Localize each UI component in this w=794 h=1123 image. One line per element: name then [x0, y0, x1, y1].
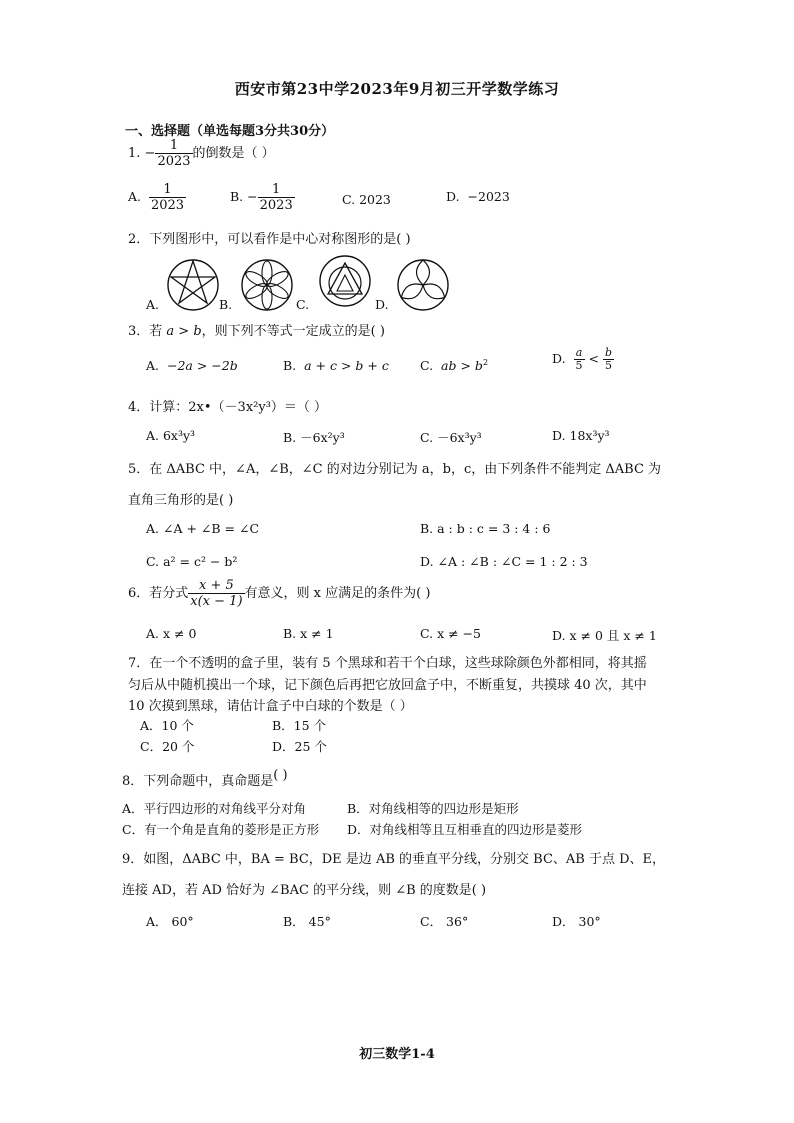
- q6-option-b: B. x ≠ 1: [283, 626, 334, 641]
- q2-option-a: A.: [146, 297, 160, 312]
- q1-minus: −: [144, 146, 156, 161]
- q5-option-d: D. ∠A : ∠B : ∠C = 1 : 2 : 3: [420, 554, 588, 569]
- page-title: 西安市第23中学2023年9月初三开学数学练习: [234, 80, 560, 98]
- q3-option-a: [146, 358, 238, 373]
- q1-option-b: [230, 182, 295, 213]
- q1-fraction: [155, 138, 192, 169]
- question-5-line-1: 5．在 ΔABC 中，∠A，∠B，∠C 的对边分别记为 a，b，c，由下列条件不能判定 ΔABC 为: [128, 462, 662, 477]
- q1-option-a: [128, 182, 186, 213]
- question-7-line-3: 10 次摸到黑球，请估计盒子中白球的个数是（ ）: [128, 699, 413, 714]
- question-9-line-1: 9．如图，ΔABC 中，BA = BC，DE 是边 AB 的垂直平分线，分别交 BC、AB 于点 D、E，: [122, 852, 666, 867]
- q1-a-fraction: [149, 182, 186, 213]
- section-heading: 一、选择题（单选每题3分共30分）: [125, 124, 335, 139]
- q4-option-b: B. －6x²y³: [283, 430, 345, 445]
- q4-option-c: C. －6x³y³: [420, 430, 482, 445]
- q6-fraction: [188, 578, 244, 609]
- q3-d-den2: 5: [604, 359, 612, 372]
- q1-number: 1.: [128, 146, 141, 161]
- q5-option-b: B. a : b : c = 3 : 4 : 6: [420, 521, 551, 536]
- question-4: 4．计算：2x•（－3x²y³）＝（ ）: [128, 400, 328, 415]
- q3-d-fraction-b: [603, 347, 614, 372]
- q1-a-num: 1: [149, 182, 186, 198]
- q9-option-c: C． 36°: [420, 914, 469, 929]
- q3-d-den1: 5: [575, 359, 583, 372]
- q3-prefix: 3．若: [128, 324, 167, 339]
- q3-b-label: B.: [283, 358, 297, 373]
- question-9-line-2: 连接 AD，若 AD 恰好为 ∠BAC 的平分线，则 ∠B 的度数是( ): [122, 883, 487, 898]
- q8-option-a: A．平行四边形的对角线平分对角: [122, 801, 307, 816]
- q1-a-label: A.: [128, 189, 142, 204]
- q1-b-label: B.: [230, 189, 244, 204]
- q3-d-num1: a: [574, 347, 585, 360]
- q3-c-value: ab > b: [441, 358, 483, 374]
- question-7-line-2: 匀后从中随机摸出一个球，记下颜色后再把它放回盒子中，不断重复，共摸球 40 次，其中: [128, 678, 647, 693]
- q7-option-c: C．20 个: [140, 739, 195, 754]
- q6-option-c: C. x ≠ −5: [420, 626, 481, 641]
- q1-b-num: 1: [258, 182, 295, 198]
- q3-option-c: [420, 358, 488, 373]
- q9-option-a: A． 60°: [146, 914, 194, 929]
- q3-a-value: −2a > −2b: [166, 358, 238, 373]
- q3-a-label: A.: [146, 358, 160, 373]
- q9-option-b: B． 45°: [283, 914, 331, 929]
- q3-b-value: a + c > b + c: [304, 358, 389, 373]
- q1-option-d: [446, 189, 510, 204]
- question-1: [128, 138, 275, 169]
- page-footer: 初三数学1-4: [359, 1047, 435, 1062]
- q2-option-c: C.: [296, 297, 310, 312]
- question-3: [128, 320, 385, 339]
- q2-option-b: B.: [219, 297, 233, 312]
- q6-prefix: 6．若分式: [128, 586, 189, 601]
- q6-numerator: x + 5: [188, 578, 244, 594]
- q7-option-a: A．10 个: [140, 718, 194, 733]
- q8-text: 8．下列命题中，真命题是: [122, 774, 274, 789]
- q8-option-c: C．有一个角是直角的菱形是正方形: [122, 822, 320, 837]
- question-8: [122, 770, 288, 789]
- q8-answer-paren: ( ): [273, 768, 288, 783]
- q8-option-b: B．对角线相等的四边形是矩形: [347, 801, 519, 816]
- star-in-circle-figure: [166, 258, 220, 312]
- q3-d-fraction-a: [574, 347, 585, 372]
- q1-d-label: D.: [446, 189, 460, 204]
- q8-option-d: D．对角线相等且互相垂直的四边形是菱形: [347, 822, 583, 837]
- three-petal-circle-figure: [396, 258, 450, 312]
- q3-d-lt: <: [588, 351, 599, 366]
- q7-option-b: B．15 个: [272, 718, 327, 733]
- flower-in-circle-figure: [240, 258, 294, 312]
- q6-option-d: D. x ≠ 0 且 x ≠ 1: [552, 628, 657, 643]
- q1-b-den: 2023: [259, 198, 293, 213]
- question-2: 2．下列图形中，可以看作是中心对称图形的是( ): [128, 232, 411, 247]
- question-6: [128, 578, 430, 609]
- q3-text: ，则下列不等式一定成立的是( ): [201, 324, 385, 339]
- q1-d-value: −2023: [467, 189, 510, 204]
- q7-option-d: D．25 个: [272, 739, 327, 754]
- triangle-in-circle-figure: [318, 254, 372, 308]
- q1-a-den: 2023: [150, 198, 185, 213]
- q3-d-label: D.: [552, 351, 566, 366]
- q4-option-a: A. 6x³y³: [146, 428, 196, 443]
- q6-denominator: x(x − 1): [190, 594, 243, 609]
- q3-c-exponent: 2: [482, 358, 489, 367]
- question-7-line-1: 7．在一个不透明的盒子里，装有 5 个黑球和若干个白球，这些球除颜色外都相同，将其摇: [128, 656, 647, 671]
- q1-numerator: 1: [155, 138, 192, 154]
- q3-condition: a > b: [166, 324, 202, 339]
- q3-option-b: [283, 358, 389, 373]
- q1-denominator: 2023: [157, 154, 191, 169]
- q5-option-c: C. a² = c² − b²: [146, 554, 238, 569]
- q3-c-label: C.: [420, 358, 434, 374]
- q2-option-d: D.: [375, 297, 389, 312]
- q6-option-a: A. x ≠ 0: [146, 626, 197, 641]
- q3-d-num2: b: [604, 346, 613, 359]
- q1-b-fraction: [258, 182, 295, 213]
- question-5-line-2: 直角三角形的是( ): [128, 493, 234, 508]
- q1-text: 的倒数是（ ）: [192, 146, 275, 161]
- q1-b-minus: −: [247, 189, 258, 204]
- q6-text: 有意义，则 x 应满足的条件为( ): [244, 586, 431, 601]
- q1-option-c: C. 2023: [342, 192, 391, 207]
- q3-option-d: [552, 347, 614, 372]
- q9-option-d: D． 30°: [552, 914, 601, 929]
- q4-option-d: D. 18x³y³: [552, 428, 610, 443]
- q5-option-a: A. ∠A + ∠B = ∠C: [146, 521, 260, 536]
